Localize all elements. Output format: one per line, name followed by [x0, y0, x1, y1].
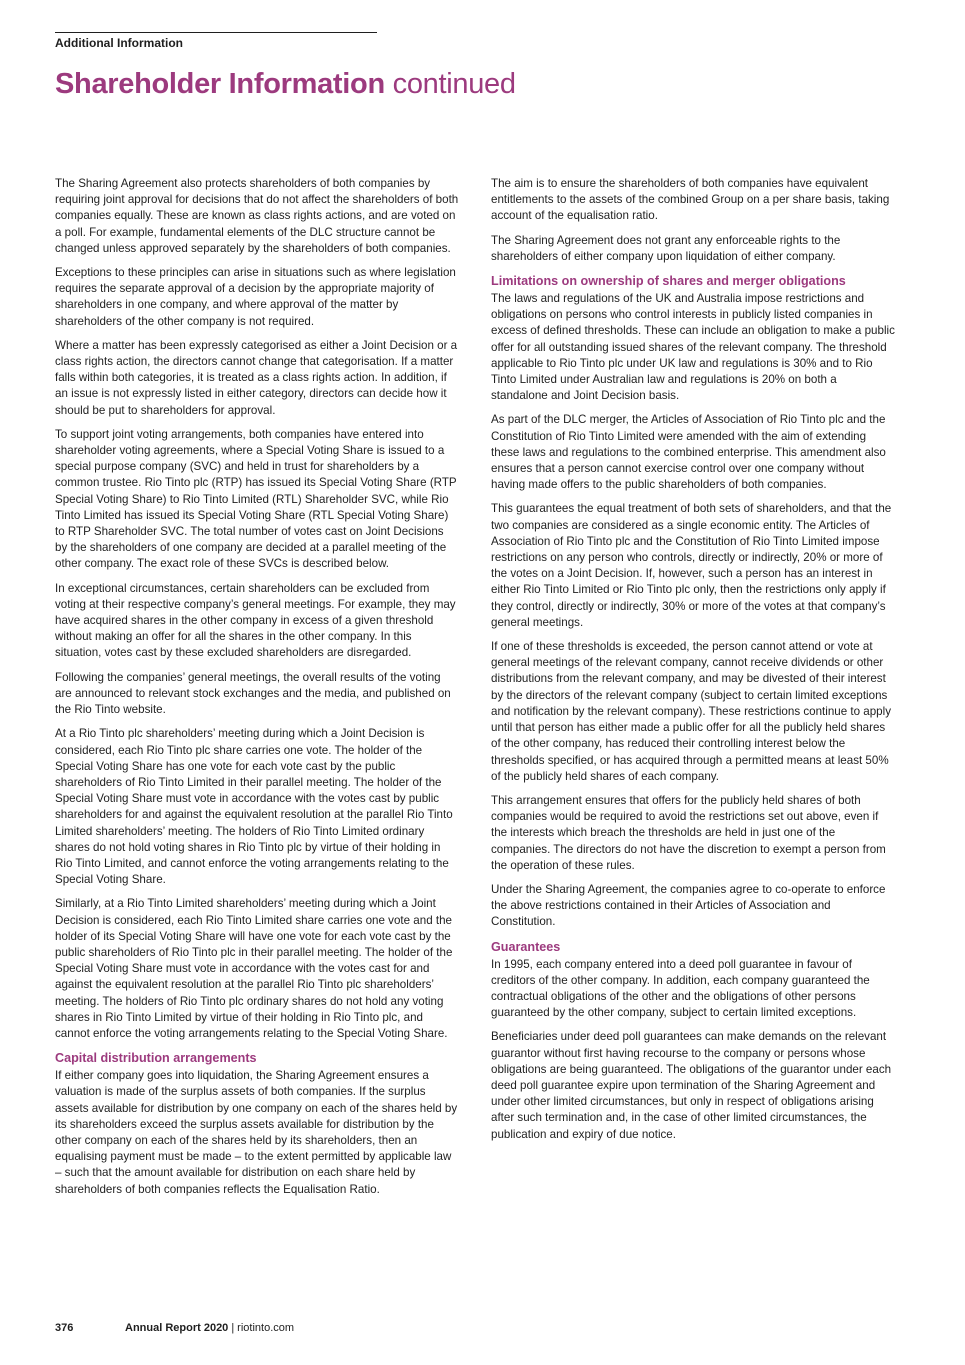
- paragraph: The Sharing Agreement also protects shareholders of both companies by requiring joint approval for decisions that do not affect the shareholders of both companies equally. These are known as class rights actions, and are voted on a poll. For example, fundamental elements of the DLC structure cannot be changed unless approved separately by the shareholders of both companies.: [55, 177, 459, 255]
- section-heading-limitations: Limitations on ownership of shares and merger obligations: [491, 274, 846, 289]
- page-number: 376: [55, 1322, 74, 1334]
- paragraph: Under the Sharing Agreement, the companies agree to co-operate to enforce the above restrictions contained in their Articles of Association and Constitution.: [491, 882, 886, 929]
- paragraph: The aim is to ensure the shareholders of both companies have equivalent entitlements to the assets of the combined Group on a per share basis, taking account of the equalisation ratio.: [491, 177, 890, 223]
- paragraph: The laws and regulations of the UK and Australia impose restrictions and obligations on persons who control interests in publicly listed companies in excess of defined thresholds. These can include an obligation to make a public offer for all outstanding issued shares of the relevant company. The threshold applicable to Rio Tinto plc under UK law and regulations is 30% and to Rio Tinto Limited under Australian law and regulations is 20% on both a standalone and Joint Decision basis.: [491, 292, 895, 403]
- right-column: [491, 176, 895, 1151]
- paragraph: Exceptions to these principles can arise in situations such as where legislation requires the separate approval of a decision by the appropriate majority of shareholders in one company, and where approval of the matter by shareholders of the other company is not required.: [55, 266, 456, 328]
- paragraph: At a Rio Tinto plc shareholders’ meeting during which a Joint Decision is considered, each Rio Tinto plc share carries one vote. The holder of the Special Voting Share has one vote for each vote cast by the public shareholders of Rio Tinto Limited in their parallel meeting. The holder of the Special Voting Share must vote in accordance with the votes cast by public shareholders for and against the equivalent resolution at the parallel Rio Tinto Limited shareholders’ meeting. The holders of Rio Tinto Limited ordinary shares do not hold voting shares in Rio Tinto plc by virtue of their holding in Rio Tinto Limited, and cannot enforce the voting arrangements relating to the Special Voting Share.: [55, 727, 453, 887]
- section-label: Additional Information: [55, 36, 183, 50]
- page-title-continued: continued: [392, 68, 516, 100]
- page-title-main: Shareholder Information: [55, 68, 385, 100]
- report-name: Annual Report 2020: [125, 1322, 229, 1334]
- section-heading-guarantees: Guarantees: [491, 939, 561, 954]
- paragraph: In exceptional circumstances, certain shareholders can be excluded from voting at their respective company’s general meetings. For example, they may have acquired shares in the other company in excess of a given threshold without making an offer for all the shares in the other company. In this situation, votes cast by these excluded shareholders are disregarded.: [55, 581, 456, 660]
- paragraph: The Sharing Agreement does not grant any enforceable rights to the shareholders of either company upon liquidation of either company.: [491, 233, 841, 263]
- paragraph: To support joint voting arrangements, both companies have entered into shareholder voting agreements, where a Special Voting Share is issued to a special purpose company (SVC) and held in trust for shareholders by a common trustee. Rio Tinto plc (RTP) has issued its Special Voting Share (RTP Special Voting Share) to Rio Tinto Limited (RTL) Shareholder SVC, while Rio Tinto Limited has issued its Special Voting Share (RTL Special Voting Share) to RTP Shareholder SVC. The total number of votes cast on Joint Decisions by the shareholders of one company are decided at a parallel meeting of the other company. The exact role of these SVCs is described below.: [55, 427, 457, 571]
- paragraph: In 1995, each company entered into a deed poll guarantee in favour of creditors of the other company. In addition, each company guaranteed the contractual obligations of the other and the obligations of other persons guaranteed by the other company, subject to certain limited exceptions.: [491, 957, 870, 1020]
- page-footer: [55, 1322, 294, 1334]
- page-title: [55, 68, 516, 101]
- paragraph: Following the companies’ general meetings, the overall results of the voting are announced to relevant stock exchanges and the media, and published on the Rio Tinto website.: [55, 670, 451, 717]
- paragraph: If one of these thresholds is exceeded, the person cannot attend or vote at general meetings of the relevant company, cannot receive dividends or other distributions from the relevant company, and may be divested of their interest by the directors of the relevant company (subject to certain limited exceptions and notification by the relevant company). These restrictions continue to apply until that person has either made a public offer for all the publicly held shares of the other company, has reduced their controlling interest below the thresholds specified, or has acquired through a permitted means at least 50% of the publicly held shares of each company.: [491, 640, 891, 783]
- left-column: [55, 176, 459, 1206]
- paragraph: If either company goes into liquidation, the Sharing Agreement ensures a valuation is made of the surplus assets of both companies. If the surplus assets available for distribution by one company on each of the shares held by its shareholders exceed the surplus assets available for distribution by the other company on each of the shares held by its shareholders, then an equalising payment must be made – to the extent permitted by applicable law – such that the amount available for distribution on each share held by shareholders of both companies reflects the Equalisation Ratio.: [55, 1069, 458, 1196]
- paragraph: Similarly, at a Rio Tinto Limited shareholders’ meeting during which a Joint Decision is considered, each Rio Tinto Limited share carries one vote and the holder of its Special Voting Share will have one vote for each vote cast by the public shareholders of Rio Tinto plc in their parallel meeting. The holder of the Special Voting Share must vote in accordance with the votes cast for and against the equivalent resolution at the parallel Rio Tinto plc shareholders’ meeting. The holders of Rio Tinto plc ordinary shares do not hold any voting shares in Rio Tinto Limited by virtue of their holding in Rio Tinto plc, and cannot enforce the voting arrangements relating to the Special Voting Share.: [55, 897, 453, 1040]
- paragraph: Where a matter has been expressly categorised as either a Joint Decision or a class rights action, the directors cannot change that categorisation. If a matter falls within both categories, it is treated as a class rights action. In addition, if an issue is not expressly listed in either category, directors can decide how it should be put to shareholders for approval.: [55, 338, 458, 417]
- paragraph: As part of the DLC merger, the Articles of Association of Rio Tinto plc and the Constitution of Rio Tinto Limited were amended with the aim of extending these laws and regulations to the combined enterprise. This amendment also ensures that a person cannot exercise control over one company without having made offers to the public shareholders of both companies.: [491, 413, 886, 492]
- website-link[interactable]: riotinto.com: [237, 1322, 295, 1334]
- paragraph: This guarantees the equal treatment of both sets of shareholders, and that the two companies are considered as a single economic entity. The Articles of Association of Rio Tinto plc and the Constitution of Rio Tinto Limited impose restrictions on any person who controls, directly or indirectly, 20% or more of the votes on a Joint Decision. If, however, such a person has an interest in either Rio Tinto Limited or Rio Tinto plc only, then the restrictions only apply if they control, directly or indirectly, 30% or more of the votes at that company’s general meetings.: [491, 502, 892, 629]
- top-rule: [55, 32, 377, 33]
- footer-separator: |: [231, 1322, 235, 1334]
- paragraph: Beneficiaries under deed poll guarantees can make demands on the relevant guarantor without first having recourse to the company or persons whose obligations are being guaranteed. The obligations of the guarantor under each deed poll guarantee expire upon termination of the Sharing Agreement and under other limited circumstances, but only in respect of obligations arising after such termination and, in the case of other limited circumstances, the publication and expiry of due notice.: [491, 1030, 892, 1141]
- paragraph: This arrangement ensures that offers for the publicly held shares of both companies would be required to avoid the restrictions set out above, even if the interests which breach the thresholds are held in just one of the companies. The directors do not have the discretion to exempt a person from the operation of these rules.: [491, 793, 886, 872]
- section-heading-capital-distribution: Capital distribution arrangements: [55, 1051, 257, 1066]
